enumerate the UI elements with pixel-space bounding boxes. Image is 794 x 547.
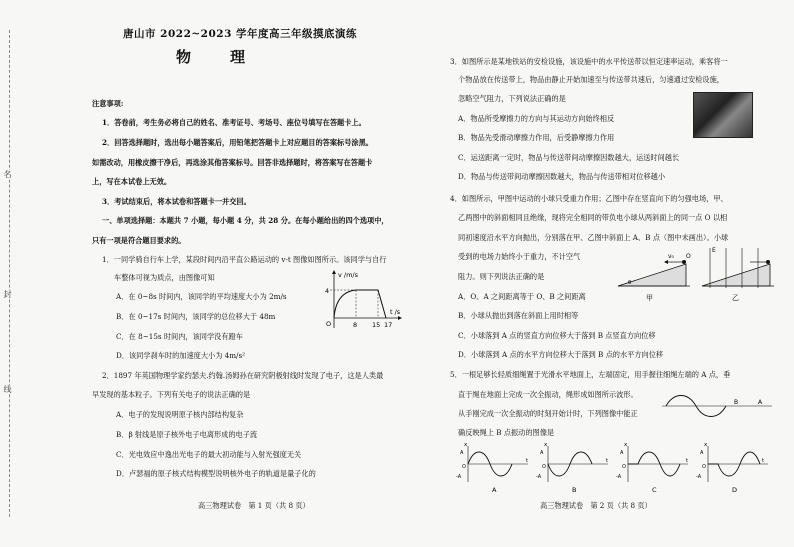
axis-x-label: x: [544, 442, 548, 448]
axis-x-label: x: [464, 442, 468, 448]
amp-label: A: [620, 450, 624, 456]
notice-heading: 注意事项:: [92, 99, 124, 108]
notice-line: 1．答卷前，考生务必将自己的姓名、准考证号、考场号、座位号填写在答题卡上。: [102, 118, 366, 127]
exam-title: 唐山市 2022~2023 学年度高三年级摸底演练: [123, 28, 358, 40]
graph-option-b: [536, 442, 609, 494]
v0-label: v₀: [668, 253, 674, 260]
amp-label: A: [540, 450, 544, 456]
axis-t-label: t: [526, 458, 529, 464]
question-3-option-d: D．物品与传送带间动摩擦因数越大，物品与传送带相对位移越小: [458, 172, 666, 181]
question-1-option-a: A．在 0~8s 时间内，该同学的平均速度大小为 2m/s: [116, 292, 287, 301]
question-5-stem: 5．一根足够长轻质细绳置于光滑水平地面上，左端固定，用手握住细绳左端的 A 点，垂: [450, 370, 731, 379]
section-heading: 只有一项是符合题目要求的。: [92, 236, 186, 245]
question-5-stem: 确反映绳上 B 点振动的图像是: [458, 428, 555, 437]
answer-graphs: [456, 440, 776, 494]
rope-a-label: A: [758, 399, 763, 406]
binding-mark: 线: [3, 385, 12, 393]
e-label: E: [712, 247, 716, 254]
graph-x-label: t /s: [390, 308, 401, 316]
question-1-option-c: C．在 8~15s 时间内，该同学没有蹬车: [116, 332, 243, 341]
subject-title: 物 理: [176, 48, 258, 66]
axis-t-label: t: [686, 458, 689, 464]
security-check-photo: [693, 92, 753, 138]
graph-y-label: v /m/s: [338, 271, 359, 279]
axis-x-label: x: [624, 442, 628, 448]
question-2-option-c: C．光电效应中逸出光电子的最大初动能与入射光强度无关: [116, 450, 302, 459]
question-2-stem: 早发现的基本粒子。下列有关电子的说法正确的是: [92, 390, 251, 399]
vt-graph: [320, 268, 404, 332]
question-4-stem: 阻力。则下列说法正确的是: [458, 272, 545, 281]
origin-label: O: [702, 464, 706, 470]
question-2-option-a: A．电子的发现说明原子核内部结构复杂: [116, 410, 244, 419]
origin-label: O: [622, 464, 626, 470]
question-4-option-a: A．O、A 之间距离等于 O、B 之间距离: [458, 292, 586, 301]
question-5-stem: 直于绳在地面上完成一次全振动，绳形成如图所示波形。: [458, 390, 638, 399]
rope-wave: [662, 388, 774, 424]
o-label: O: [686, 253, 691, 260]
fig-yi-label: 乙: [732, 294, 739, 302]
question-4-stem: 受到的电场力始终小于重力，不计空气: [458, 252, 581, 261]
graph-option-d: [696, 442, 768, 494]
question-4-option-b: B．小球从抛出到落在斜面上用时相等: [458, 311, 579, 320]
graph-x-tick: 8: [353, 321, 358, 329]
binding-margin: [0, 0, 18, 547]
amp-label: A: [460, 450, 464, 456]
question-1-option-d: D．该同学刹车时的加速度大小为 4m/s²: [116, 351, 246, 360]
question-2-option-b: B．β 射线是原子核外电子电离形成的电子流: [116, 430, 258, 439]
notice-line: 上，写在本试卷上无效。: [92, 177, 172, 186]
question-4-stem: 同初速度沿水平方向抛出，分别落在甲、乙图中斜面上 A、B 点（图中未画出）。小球: [458, 233, 729, 242]
binding-line: [9, 30, 10, 517]
axis-x-label: x: [704, 442, 708, 448]
origin-label: O: [542, 464, 546, 470]
graph-x-tick: 17: [384, 321, 393, 329]
question-2-option-d: D．卢瑟福的原子核式结构模型说明核外电子的轨道是量子化的: [116, 469, 316, 478]
question-1-stem: 车整体可视为质点，由图像可知: [114, 273, 215, 282]
option-letter: D: [732, 486, 738, 494]
axis-t-label: t: [606, 458, 609, 464]
graph-x-tick: 15: [372, 321, 381, 329]
binding-mark: 封: [3, 290, 12, 298]
question-3-option-b: B．物品先受滑动摩擦力作用，后受静摩擦力作用: [458, 133, 615, 142]
question-4-stem: 4．如图所示，甲图中运动的小球只受重力作用；乙图中存在竖直向下的匀强电场，甲、: [450, 194, 728, 203]
option-letter: B: [572, 486, 577, 494]
question-4-stem: 乙两图中的斜面相同且绝缘，现将完全相同的带负电小球从两斜面上的同一点 O 以相: [458, 213, 728, 222]
notice-line: 2．回答选择题时，选出每小题答案后，用铅笔把答题卡上对应题目的答案标号涂黑。: [102, 138, 373, 147]
question-2-stem: 2．1897 年英国物理学家约瑟夫.约翰.汤姆孙在研究阴极射线时发现了电子，这是人类最: [102, 371, 384, 380]
neg-amp-label: -A: [536, 474, 542, 480]
page-footer-left: 高三物理试卷 第 1 页（共 8 页）: [198, 501, 310, 510]
axis-t-label: t: [762, 458, 765, 464]
question-3-stem: 个物品放在传送带上，物品由静止开始加速至与传送带共速后，匀速通过安检设施，: [458, 75, 724, 84]
amp-label: A: [700, 450, 704, 456]
graph-option-c: [616, 442, 689, 494]
question-3-option-a: A．物品所受摩擦力的方向与其运动方向始终相反: [458, 114, 615, 123]
theta-label: θ: [628, 280, 632, 286]
notice-line: 3．考试结束后，将本试卷和答题卡一并交回。: [102, 197, 251, 206]
option-letter: A: [492, 486, 497, 494]
question-4-option-d: D．小球落到 A 点的水平方向位移大于落到 B 点的水平方向位移: [458, 350, 664, 359]
question-4-option-c: C．小球落到 A 点的竖直方向位移大于落到 B 点竖直方向位移: [458, 331, 656, 340]
notice-line: 如需改动，用橡皮擦干净后，再选涂其他答案标号。回答非选择题时，将答案写在答题卡: [92, 158, 373, 167]
rope-b-label: B: [734, 399, 739, 406]
page-footer-right: 高三物理试卷 第 2 页（共 8 页）: [540, 501, 652, 510]
section-heading: 一、单项选择题：本题共 7 小题，每小题 4 分，共 28 分。在每小题给出的四个选项中，: [102, 216, 389, 225]
question-5-stem: 从手刚完成一次全振动的时刻开始计时，下列图像中能正: [458, 409, 638, 418]
question-3-option-c: C．运送距离一定时，物品与传送带间动摩擦因数越大，运送时间越长: [458, 153, 680, 162]
left-page: [18, 0, 400, 547]
incline-figures: [610, 240, 778, 306]
neg-amp-label: -A: [456, 474, 462, 480]
question-1-stem: 1．一同学骑自行车上学，某段时间内沿平直公路运动的 v-t 图像如图所示。该同学与自行: [102, 255, 387, 264]
question-3-stem: 忽略空气阻力，下列说法正确的是: [458, 94, 566, 103]
neg-amp-label: -A: [616, 474, 622, 480]
graph-option-a: [456, 442, 529, 494]
binding-mark: 名: [3, 170, 12, 178]
graph-origin: O: [326, 320, 332, 328]
origin-label: O: [462, 464, 466, 470]
right-page: [400, 0, 778, 547]
neg-amp-label: -A: [696, 474, 702, 480]
question-3-stem: 3．如图所示是某地铁站的安检设施，该设施中的水平传送带以恒定速率运动，乘客将一: [450, 57, 728, 66]
fig-jia-label: 甲: [646, 294, 653, 302]
graph-y-tick: 4: [325, 287, 330, 295]
option-letter: C: [652, 486, 657, 494]
question-1-option-b: B．在 0~17s 时间内，该同学的总位移大于 48m: [116, 312, 276, 321]
